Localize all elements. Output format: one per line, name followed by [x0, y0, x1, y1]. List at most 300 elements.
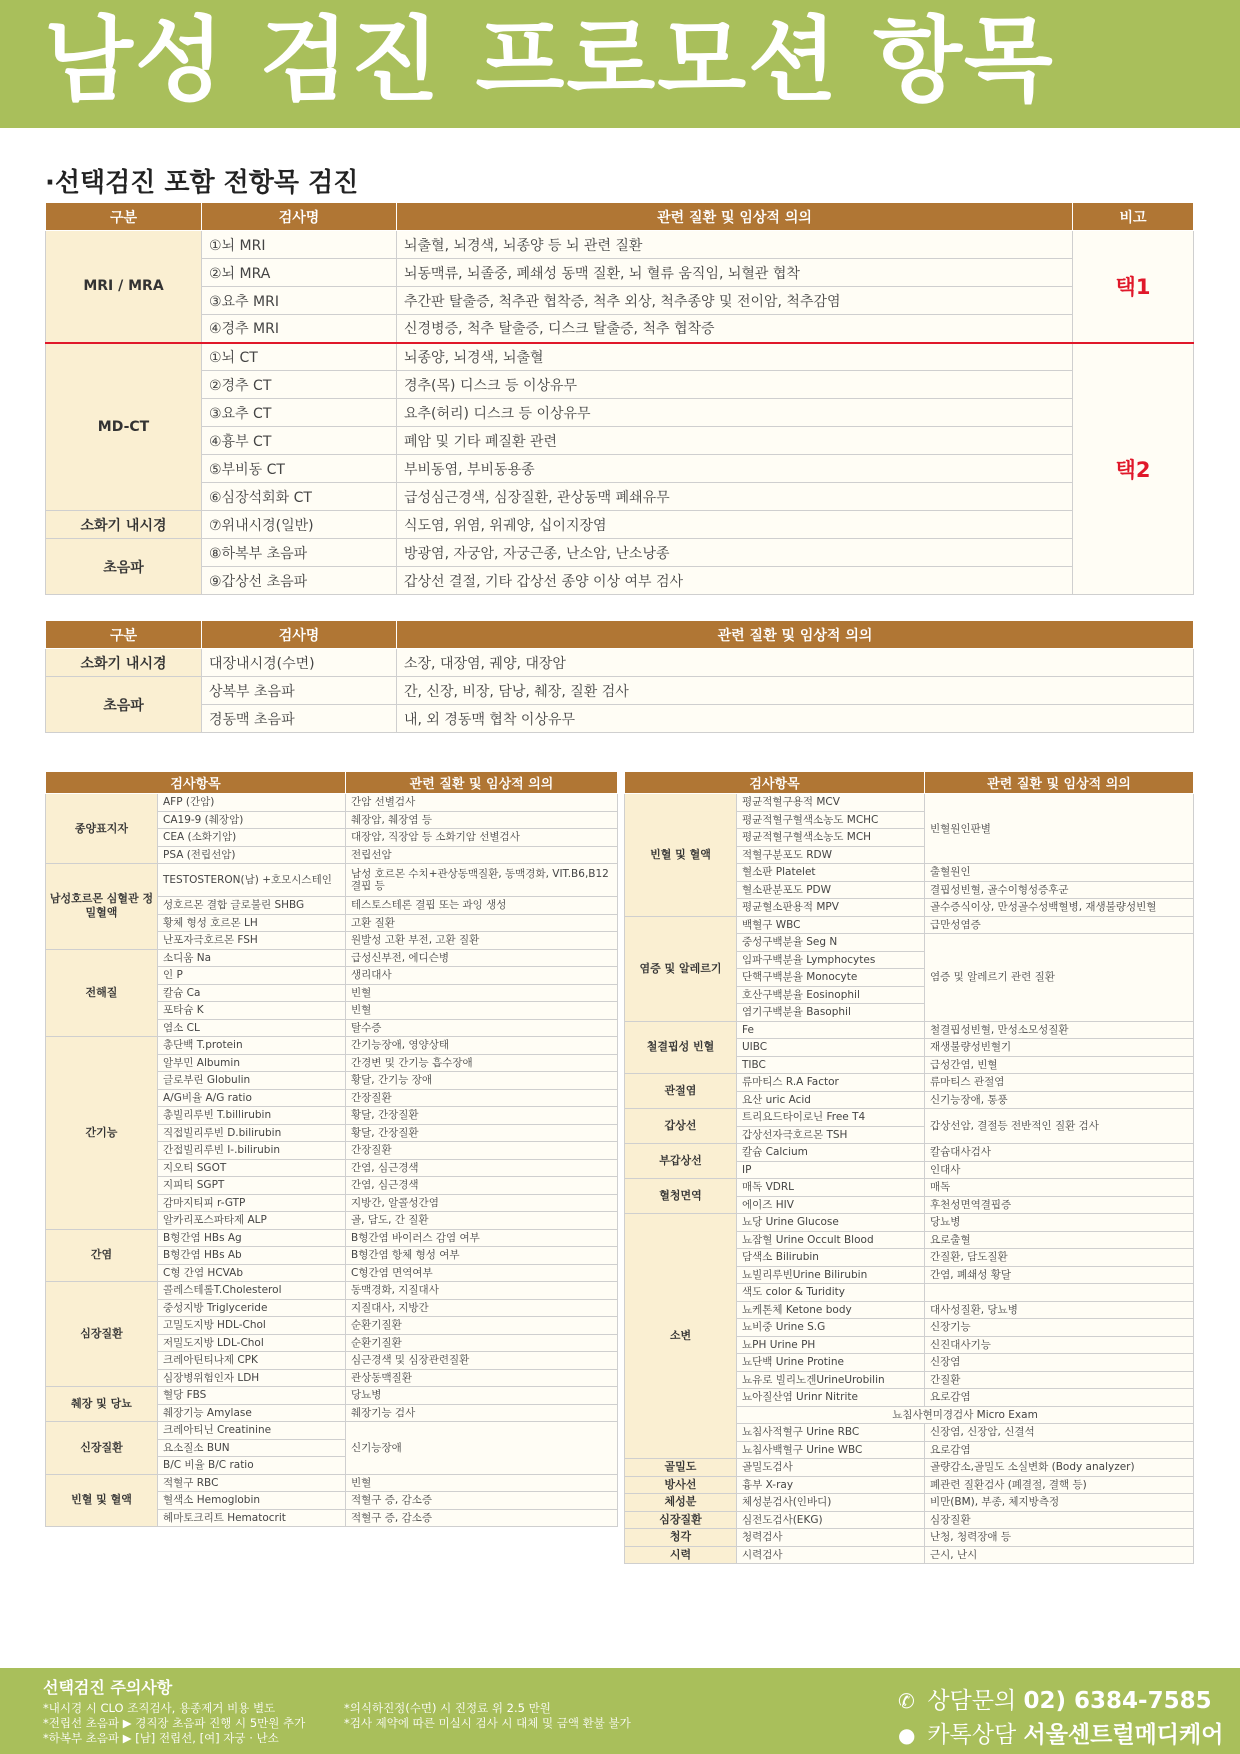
footer-note: *검사 제약에 따른 미실시 검사 시 대체 및 금액 환불 불가: [344, 1716, 631, 1730]
description-cell: 출혈원인: [925, 864, 1194, 882]
description-cell: 소장, 대장염, 궤양, 대장암: [397, 649, 1194, 677]
test-name-cell: 지오티 SGOT: [158, 1159, 346, 1177]
description-cell: 난청, 청력장애 등: [925, 1529, 1194, 1547]
test-name-cell: 소디움 Na: [158, 949, 346, 967]
test-name-cell: 평균혈소판용적 MPV: [737, 899, 925, 917]
test-name-cell: ③요추 CT: [202, 399, 397, 427]
description-cell: 간질환, 담도질환: [925, 1249, 1194, 1267]
test-name-cell: ⑤부비동 CT: [202, 455, 397, 483]
header-row: [46, 203, 1194, 231]
description-cell: 급성간염, 빈혈: [925, 1056, 1194, 1074]
description-cell: 황달, 간기능 장애: [346, 1072, 618, 1090]
description-cell: 신진대사기능: [925, 1336, 1194, 1354]
test-name-cell: 시력검사: [737, 1546, 925, 1564]
description-cell: 방광염, 자궁암, 자궁근종, 난소암, 난소낭종: [397, 539, 1073, 567]
test-name-cell: ①뇌 CT: [202, 343, 397, 371]
description-cell: 식도염, 위염, 위궤양, 십이지장염: [397, 511, 1073, 539]
test-name-cell: ⑦위내시경(일반): [202, 511, 397, 539]
table-row: [46, 511, 1194, 539]
table-row: [46, 287, 1194, 315]
description-cell: 췌장암, 췌장염 등: [346, 811, 618, 829]
description-cell: 갑상선암, 결절등 전반적인 질환 검사: [925, 1109, 1194, 1144]
category-cell: 소화기 내시경: [46, 649, 202, 677]
description-cell: 뇌출혈, 뇌경색, 뇌종양 등 뇌 관련 질환: [397, 231, 1073, 259]
test-name-cell: 요소질소 BUN: [158, 1439, 346, 1457]
description-cell: 요로감염: [925, 1389, 1194, 1407]
table-row: [46, 1037, 618, 1055]
test-name-cell: ②뇌 MRA: [202, 259, 397, 287]
category-cell: 골밀도: [625, 1459, 737, 1477]
description-cell: 황달, 간장질환: [346, 1107, 618, 1125]
table-row: [46, 705, 1194, 733]
test-name-cell: 류마티스 R.A Factor: [737, 1074, 925, 1092]
description-cell: 빈혈: [346, 1474, 618, 1492]
category-cell: 철결핍성 빈혈: [625, 1021, 737, 1074]
description-cell: C형간염 면역여부: [346, 1264, 618, 1282]
test-name-cell: 요산 uric Acid: [737, 1091, 925, 1109]
category-cell: 간기능: [46, 1037, 158, 1230]
description-cell: 원발성 고환 부전, 고환 질환: [346, 932, 618, 950]
description-cell: 신기능장애, 통풍: [925, 1091, 1194, 1109]
test-name-cell: 뇨비중 Urine S.G: [737, 1319, 925, 1337]
header-row: [625, 772, 1194, 794]
table-row: [46, 949, 618, 967]
test-name-cell: A/G비율 A/G ratio: [158, 1089, 346, 1107]
description-cell: 부비동염, 부비동용종: [397, 455, 1073, 483]
category-cell: 방사선: [625, 1476, 737, 1494]
description-cell: 신기능장애: [346, 1422, 618, 1475]
test-name-cell: CA19-9 (췌장암): [158, 811, 346, 829]
description-cell: [925, 1284, 1194, 1302]
description-cell: 순환기질환: [346, 1317, 618, 1335]
description-cell: 남성 호르몬 수치+관상동맥질환, 동맥경화, VIT.B6,B12결핍 등: [346, 864, 618, 897]
description-cell: 동맥경화, 지질대사: [346, 1282, 618, 1300]
description-cell: 간, 신장, 비장, 담낭, 췌장, 질환 검사: [397, 677, 1194, 705]
column-header: 검사명: [202, 203, 397, 231]
description-cell: 뇌동맥류, 뇌졸중, 폐쇄성 동맥 질환, 뇌 혈류 움직임, 뇌혈관 협착: [397, 259, 1073, 287]
test-name-cell: 성호르몬 결합 글로불린 SHBG: [158, 897, 346, 915]
table-row: [625, 1546, 1194, 1564]
test-name-cell: IP: [737, 1161, 925, 1179]
category-cell: 소화기 내시경: [46, 511, 202, 539]
table-row: [625, 1109, 1194, 1127]
table-row: [46, 539, 1194, 567]
test-name-cell: 평균적혈구혈색소농도 MCH: [737, 829, 925, 847]
footer-note: *전립선 초음파 ▶ 경직장 초음파 진행 시 5만원 추가: [43, 1716, 306, 1730]
test-name-cell: 적혈구 RBC: [158, 1474, 346, 1492]
test-name-cell: 지피티 SGPT: [158, 1177, 346, 1195]
column-header: 관련 질환 및 임상적 의의: [346, 772, 618, 794]
category-cell: 남성호르몬 심혈관 정밀혈액: [46, 864, 158, 950]
test-name-cell: 대장내시경(수면): [202, 649, 397, 677]
description-cell: 간장질환: [346, 1089, 618, 1107]
test-name-cell: 매독 VDRL: [737, 1179, 925, 1197]
table-row: [625, 1214, 1194, 1232]
table-row: [46, 427, 1194, 455]
test-name-cell: ⑧하복부 초음파: [202, 539, 397, 567]
description-cell: 폐암 및 기타 폐질환 관련: [397, 427, 1073, 455]
test-name-cell: 담색소 Bilirubin: [737, 1249, 925, 1267]
description-cell: 결핍성빈혈, 골수이형성증후군: [925, 881, 1194, 899]
category-cell: 혈청면역: [625, 1179, 737, 1214]
test-name-cell: 호산구백분율 Eosinophil: [737, 986, 925, 1004]
test-name-cell: 난포자극호르몬 FSH: [158, 932, 346, 950]
description-cell: 심장질환: [925, 1511, 1194, 1529]
category-cell: 췌장 및 당뇨: [46, 1387, 158, 1422]
table-row: [46, 1422, 618, 1440]
description-cell: B형간염 항체 형성 여부: [346, 1247, 618, 1265]
test-name-cell: 심장병위험인자 LDH: [158, 1369, 346, 1387]
description-cell: 비만(BM), 부종, 체지방측정: [925, 1494, 1194, 1512]
table-row: [46, 1229, 618, 1247]
description-cell: 철결핍성빈혈, 만성소모성질환: [925, 1021, 1194, 1039]
test-name-cell: 혈색소 Hemoglobin: [158, 1492, 346, 1510]
table-row: [46, 1387, 618, 1405]
footer-note: *의식하진정(수면) 시 진정료 위 2.5 만원: [344, 1701, 551, 1715]
test-name-cell: 평균적혈구혈색소농도 MCHC: [737, 811, 925, 829]
description-cell: 칼슘대사검사: [925, 1144, 1194, 1162]
test-name-cell: 총단백 T.protein: [158, 1037, 346, 1055]
description-cell: 재생불량성빈혈기: [925, 1039, 1194, 1057]
description-cell: 빈혈: [346, 1002, 618, 1020]
test-name-cell: 고밀도지방 HDL-Chol: [158, 1317, 346, 1335]
category-cell: 빈혈 및 혈액: [625, 794, 737, 917]
footer-title: 선택검진 주의사항: [43, 1678, 173, 1697]
test-name-cell: PSA (전립선암): [158, 846, 346, 864]
test-name-cell: B형간염 HBs Ag: [158, 1229, 346, 1247]
kakao-name: 서울센트럴메디케어: [1023, 1722, 1224, 1748]
description-cell: 폐관련 질환검사 (폐결절, 결핵 등): [925, 1476, 1194, 1494]
test-name-cell: 황체 형성 호르몬 LH: [158, 914, 346, 932]
category-cell: 종양표지자: [46, 794, 158, 864]
test-name-cell: 인 P: [158, 967, 346, 985]
title-banner: [0, 0, 1240, 128]
test-name-cell: ③요추 MRI: [202, 287, 397, 315]
test-name-cell: 흉부 X-ray: [737, 1476, 925, 1494]
test-name-cell: ⑥심장석회화 CT: [202, 483, 397, 511]
test-name-cell: 단핵구백분율 Monocyte: [737, 969, 925, 987]
test-name-cell: 뇨침사백혈구 Urine WBC: [737, 1441, 925, 1459]
category-cell: 부갑상선: [625, 1144, 737, 1179]
footer: [0, 1668, 1240, 1754]
description-cell: 순환기질환: [346, 1334, 618, 1352]
column-header: 관련 질환 및 임상적 의의: [397, 621, 1194, 649]
table-row: [46, 455, 1194, 483]
blood-test-table-left: [45, 771, 618, 1527]
table-row: [46, 567, 1194, 595]
kakao-label: 카톡상담: [927, 1722, 1017, 1748]
category-cell: MRI / MRA: [46, 231, 202, 343]
footer-note: *내시경 시 CLO 조직검사, 용종제거 비용 별도: [43, 1701, 276, 1715]
description-cell: 골수증식이상, 만성골수성백혈병, 재생불량성빈혈: [925, 899, 1194, 917]
description-cell: 간염, 심근경색: [346, 1159, 618, 1177]
category-cell: 소변: [625, 1214, 737, 1459]
table-row: [46, 231, 1194, 259]
table-row: [625, 1476, 1194, 1494]
test-name-cell: 혈소판 Platelet: [737, 864, 925, 882]
test-name-cell: 뇨아질산염 Urinr Nitrite: [737, 1389, 925, 1407]
test-name-cell: 색도 color & Turidity: [737, 1284, 925, 1302]
test-name-cell: 혈소판분포도 PDW: [737, 881, 925, 899]
category-cell: MD-CT: [46, 343, 202, 511]
description-cell: 염증 및 알레르기 관련 질환: [925, 934, 1194, 1022]
main-exam-table: [45, 202, 1194, 595]
category-cell: 전해질: [46, 949, 158, 1037]
description-cell: 근시, 난시: [925, 1546, 1194, 1564]
column-header: 검사항목: [625, 772, 925, 794]
description-cell: 급성신부전, 에디슨병: [346, 949, 618, 967]
description-cell: B형간염 바이러스 감염 여부: [346, 1229, 618, 1247]
description-cell: 인대사: [925, 1161, 1194, 1179]
category-cell: 신장질환: [46, 1422, 158, 1475]
description-cell: 신장염: [925, 1354, 1194, 1372]
column-header: 관련 질환 및 임상적 의의: [925, 772, 1194, 794]
table-row: [625, 1511, 1194, 1529]
kakao-contact[interactable]: [898, 1716, 1223, 1749]
test-name-cell: 중성구백분율 Seg N: [737, 934, 925, 952]
category-cell: 심장질환: [46, 1282, 158, 1387]
test-name-cell: 뇨빌리루빈Urine Bilirubin: [737, 1266, 925, 1284]
test-name-cell: 뇨잠혈 Urine Occult Blood: [737, 1231, 925, 1249]
test-name-cell: 상복부 초음파: [202, 677, 397, 705]
table-row: [625, 1144, 1194, 1162]
description-cell: 적혈구 증, 감소증: [346, 1509, 618, 1527]
test-name-cell: 포타슘 K: [158, 1002, 346, 1020]
test-name-cell: 크레아티닌 Creatinine: [158, 1422, 346, 1440]
category-cell: 심장질환: [625, 1511, 737, 1529]
test-name-cell: 백혈구 WBC: [737, 916, 925, 934]
section-subtitle: ·선택검진 포함 전항목 검진: [45, 168, 359, 198]
description-cell: 갑상선 결절, 기타 갑상선 종양 이상 여부 검사: [397, 567, 1073, 595]
table-row: [625, 1459, 1194, 1477]
description-cell: 간염, 심근경색: [346, 1177, 618, 1195]
test-name-cell: 글로부린 Globulin: [158, 1072, 346, 1090]
description-cell: 간염, 폐쇄성 황달: [925, 1266, 1194, 1284]
description-cell: 경추(목) 디스크 등 이상유무: [397, 371, 1073, 399]
table-row: [46, 864, 618, 897]
column-header: 구분: [46, 621, 202, 649]
test-name-cell: CEA (소화기암): [158, 829, 346, 847]
table-row: [46, 483, 1194, 511]
header-row: [46, 621, 1194, 649]
table-row: [625, 1494, 1194, 1512]
test-name-cell: ④흉부 CT: [202, 427, 397, 455]
category-cell: 빈혈 및 혈액: [46, 1474, 158, 1527]
description-cell: 급성심근경색, 심장질환, 관상동맥 폐쇄유무: [397, 483, 1073, 511]
test-name-cell: 골밀도검사: [737, 1459, 925, 1477]
test-name-cell: 뇨단백 Urine Protine: [737, 1354, 925, 1372]
description-cell: 골량감소,골밀도 소실변화 (Body analyzer): [925, 1459, 1194, 1477]
description-cell: 탈수증: [346, 1019, 618, 1037]
phone-contact[interactable]: [898, 1682, 1212, 1715]
test-name-cell: 뇨당 Urine Glucose: [737, 1214, 925, 1232]
test-name-cell: 간접빌리루빈 I-.bilirubin: [158, 1142, 346, 1160]
test-name-cell: 크레아틴티나제 CPK: [158, 1352, 346, 1370]
test-name-cell: 에이즈 HIV: [737, 1196, 925, 1214]
header-row: [46, 772, 618, 794]
description-cell: 간암 선별검사: [346, 794, 618, 812]
description-cell: 전립선암: [346, 846, 618, 864]
test-name-cell: B형간염 HBs Ab: [158, 1247, 346, 1265]
description-cell: 대사성질환, 당뇨병: [925, 1301, 1194, 1319]
test-name-cell: 체성분검사(인바디): [737, 1494, 925, 1512]
description-cell: 간장질환: [346, 1142, 618, 1160]
description-cell: 류마티스 관절염: [925, 1074, 1194, 1092]
description-cell: 당뇨병: [346, 1387, 618, 1405]
test-name-cell: ②경추 CT: [202, 371, 397, 399]
description-cell: 신경병증, 척추 탈출증, 디스크 탈출증, 척추 협착증: [397, 315, 1073, 343]
description-cell: 매독: [925, 1179, 1194, 1197]
test-name-cell: UIBC: [737, 1039, 925, 1057]
category-cell: 초음파: [46, 539, 202, 595]
category-cell: 시력: [625, 1546, 737, 1564]
test-name-cell: 총빌리루빈 T.billirubin: [158, 1107, 346, 1125]
test-name-cell: ①뇌 MRI: [202, 231, 397, 259]
category-cell: 관절염: [625, 1074, 737, 1109]
description-cell: 신장기능: [925, 1319, 1194, 1337]
description-cell: 심근경색 및 심장관련질환: [346, 1352, 618, 1370]
table-row: [46, 649, 1194, 677]
test-name-cell: 뇨PH Urine PH: [737, 1336, 925, 1354]
test-name-cell: 염기구백분율 Basophil: [737, 1004, 925, 1022]
blood-test-table-right: [624, 771, 1194, 1564]
category-cell: 염증 및 알레르기: [625, 916, 737, 1021]
description-cell: 생리대사: [346, 967, 618, 985]
test-name-cell: 뇨침사적혈구 Urine RBC: [737, 1424, 925, 1442]
column-header: 검사명: [202, 621, 397, 649]
category-cell: 체성분: [625, 1494, 737, 1512]
description-cell: 지방간, 알콜성간염: [346, 1194, 618, 1212]
description-cell: 신장염, 신장암, 신결석: [925, 1424, 1194, 1442]
description-cell: 급만성염증: [925, 916, 1194, 934]
description-cell: 요로출혈: [925, 1231, 1194, 1249]
test-name-cell: 알카리포스파타제 ALP: [158, 1212, 346, 1230]
test-name-cell: 중성지방 Triglyceride: [158, 1299, 346, 1317]
test-name-cell: 경동맥 초음파: [202, 705, 397, 733]
footer-notes-right: [344, 1701, 631, 1731]
selection-note: 택2: [1073, 343, 1194, 595]
table-row: [46, 259, 1194, 287]
description-cell: 뇌종양, 뇌경색, 뇌출혈: [397, 343, 1073, 371]
test-name-cell: AFP (간암): [158, 794, 346, 812]
test-name-cell: 뇨유로 빌리노겐UrineUrobilin: [737, 1371, 925, 1389]
test-name-cell: 트리요드타이로닌 Free T4: [737, 1109, 925, 1127]
description-cell: 지질대사, 지방간: [346, 1299, 618, 1317]
description-cell: 추간판 탈출증, 척추관 협착증, 척추 외상, 척추종양 및 전이암, 척추감염: [397, 287, 1073, 315]
description-cell: 고환 질환: [346, 914, 618, 932]
category-cell: 간염: [46, 1229, 158, 1282]
test-name-cell: 평균적혈구용적 MCV: [737, 794, 925, 812]
footer-note: *하복부 초음파 ▶ [남] 전립선, [여] 자궁 · 난소: [43, 1731, 279, 1745]
description-cell: 후천성면역결핍증: [925, 1196, 1194, 1214]
description-cell: 당뇨병: [925, 1214, 1194, 1232]
description-cell: 빈혈: [346, 984, 618, 1002]
table-row: [625, 1529, 1194, 1547]
column-header: 관련 질환 및 임상적 의의: [397, 203, 1073, 231]
test-name-cell: 갑상선자극호르몬 TSH: [737, 1126, 925, 1144]
table-row: [625, 1074, 1194, 1092]
description-cell: 간기능장애, 영양상태: [346, 1037, 618, 1055]
phone-number: 02) 6384-7585: [1023, 1688, 1212, 1714]
description-cell: 적혈구 증, 감소증: [346, 1492, 618, 1510]
test-name-cell: 직접빌리루빈 D.bilirubin: [158, 1124, 346, 1142]
description-cell: 관상동맥질환: [346, 1369, 618, 1387]
test-name-cell: ⑨갑상선 초음파: [202, 567, 397, 595]
page-title: 남성 검진 프로모션 항목: [44, 7, 1055, 114]
phone-label: 상담문의: [927, 1688, 1017, 1714]
description-cell: 대장암, 직장암 등 소화기암 선별검사: [346, 829, 618, 847]
column-header: 구분: [46, 203, 202, 231]
test-name-cell: 뇨침사현미경검사 Micro Exam: [737, 1406, 1194, 1424]
test-name-cell: ④경추 MRI: [202, 315, 397, 343]
category-cell: 갑상선: [625, 1109, 737, 1144]
phone-icon: ✆: [898, 1689, 915, 1713]
description-cell: 간질환: [925, 1371, 1194, 1389]
category-cell: 청각: [625, 1529, 737, 1547]
test-name-cell: 알부민 Albumin: [158, 1054, 346, 1072]
footer-notes-left: [43, 1701, 305, 1746]
table-row: [46, 399, 1194, 427]
description-cell: 요추(허리) 디스크 등 이상유무: [397, 399, 1073, 427]
test-name-cell: 헤마토크리트 Hematocrit: [158, 1509, 346, 1527]
description-cell: 요로감염: [925, 1441, 1194, 1459]
test-name-cell: 염소 CL: [158, 1019, 346, 1037]
column-header: 비고: [1073, 203, 1194, 231]
table-row: [46, 794, 618, 812]
description-cell: 골, 담도, 간 질환: [346, 1212, 618, 1230]
table-row: [46, 677, 1194, 705]
test-name-cell: 적혈구분포도 RDW: [737, 846, 925, 864]
test-name-cell: Fe: [737, 1021, 925, 1039]
table-row: [46, 315, 1194, 343]
description-cell: 내, 외 경동맥 협착 이상유무: [397, 705, 1194, 733]
table-row: [625, 794, 1194, 812]
test-name-cell: 뇨케톤체 Ketone body: [737, 1301, 925, 1319]
column-header: 검사항목: [46, 772, 346, 794]
additional-exam-table: [45, 620, 1194, 733]
table-row: [625, 1021, 1194, 1039]
test-name-cell: C형 간염 HCVAb: [158, 1264, 346, 1282]
test-name-cell: 임파구백분율 Lymphocytes: [737, 951, 925, 969]
description-cell: 황달, 간장질환: [346, 1124, 618, 1142]
test-name-cell: 심전도검사(EKG): [737, 1511, 925, 1529]
test-name-cell: 저밀도지방 LDL-Chol: [158, 1334, 346, 1352]
description-cell: 테스토스테론 결핍 또는 과잉 생성: [346, 897, 618, 915]
description-cell: 췌장기능 검사: [346, 1404, 618, 1422]
chat-bubble-icon: ●: [898, 1723, 916, 1747]
test-name-cell: 칼슘 Calcium: [737, 1144, 925, 1162]
test-name-cell: 콜레스테롤T.Cholesterol: [158, 1282, 346, 1300]
selection-note: 택1: [1073, 231, 1194, 343]
test-name-cell: 혈당 FBS: [158, 1387, 346, 1405]
table-row: [46, 1282, 618, 1300]
test-name-cell: B/C 비율 B/C ratio: [158, 1457, 346, 1475]
table-row: [46, 371, 1194, 399]
test-name-cell: TIBC: [737, 1056, 925, 1074]
table-row: [625, 1179, 1194, 1197]
description-cell: 빈혈원인판별: [925, 794, 1194, 864]
description-cell: 간경변 및 간기능 흡수장애: [346, 1054, 618, 1072]
table-row: [46, 343, 1194, 371]
test-name-cell: 청력검사: [737, 1529, 925, 1547]
test-name-cell: TESTOSTERON(남) +호모시스테인: [158, 864, 346, 897]
category-cell: 초음파: [46, 677, 202, 733]
test-name-cell: 췌장기능 Amylase: [158, 1404, 346, 1422]
table-row: [625, 916, 1194, 934]
test-name-cell: 감마지티피 r-GTP: [158, 1194, 346, 1212]
test-name-cell: 칼슘 Ca: [158, 984, 346, 1002]
table-row: [46, 1474, 618, 1492]
